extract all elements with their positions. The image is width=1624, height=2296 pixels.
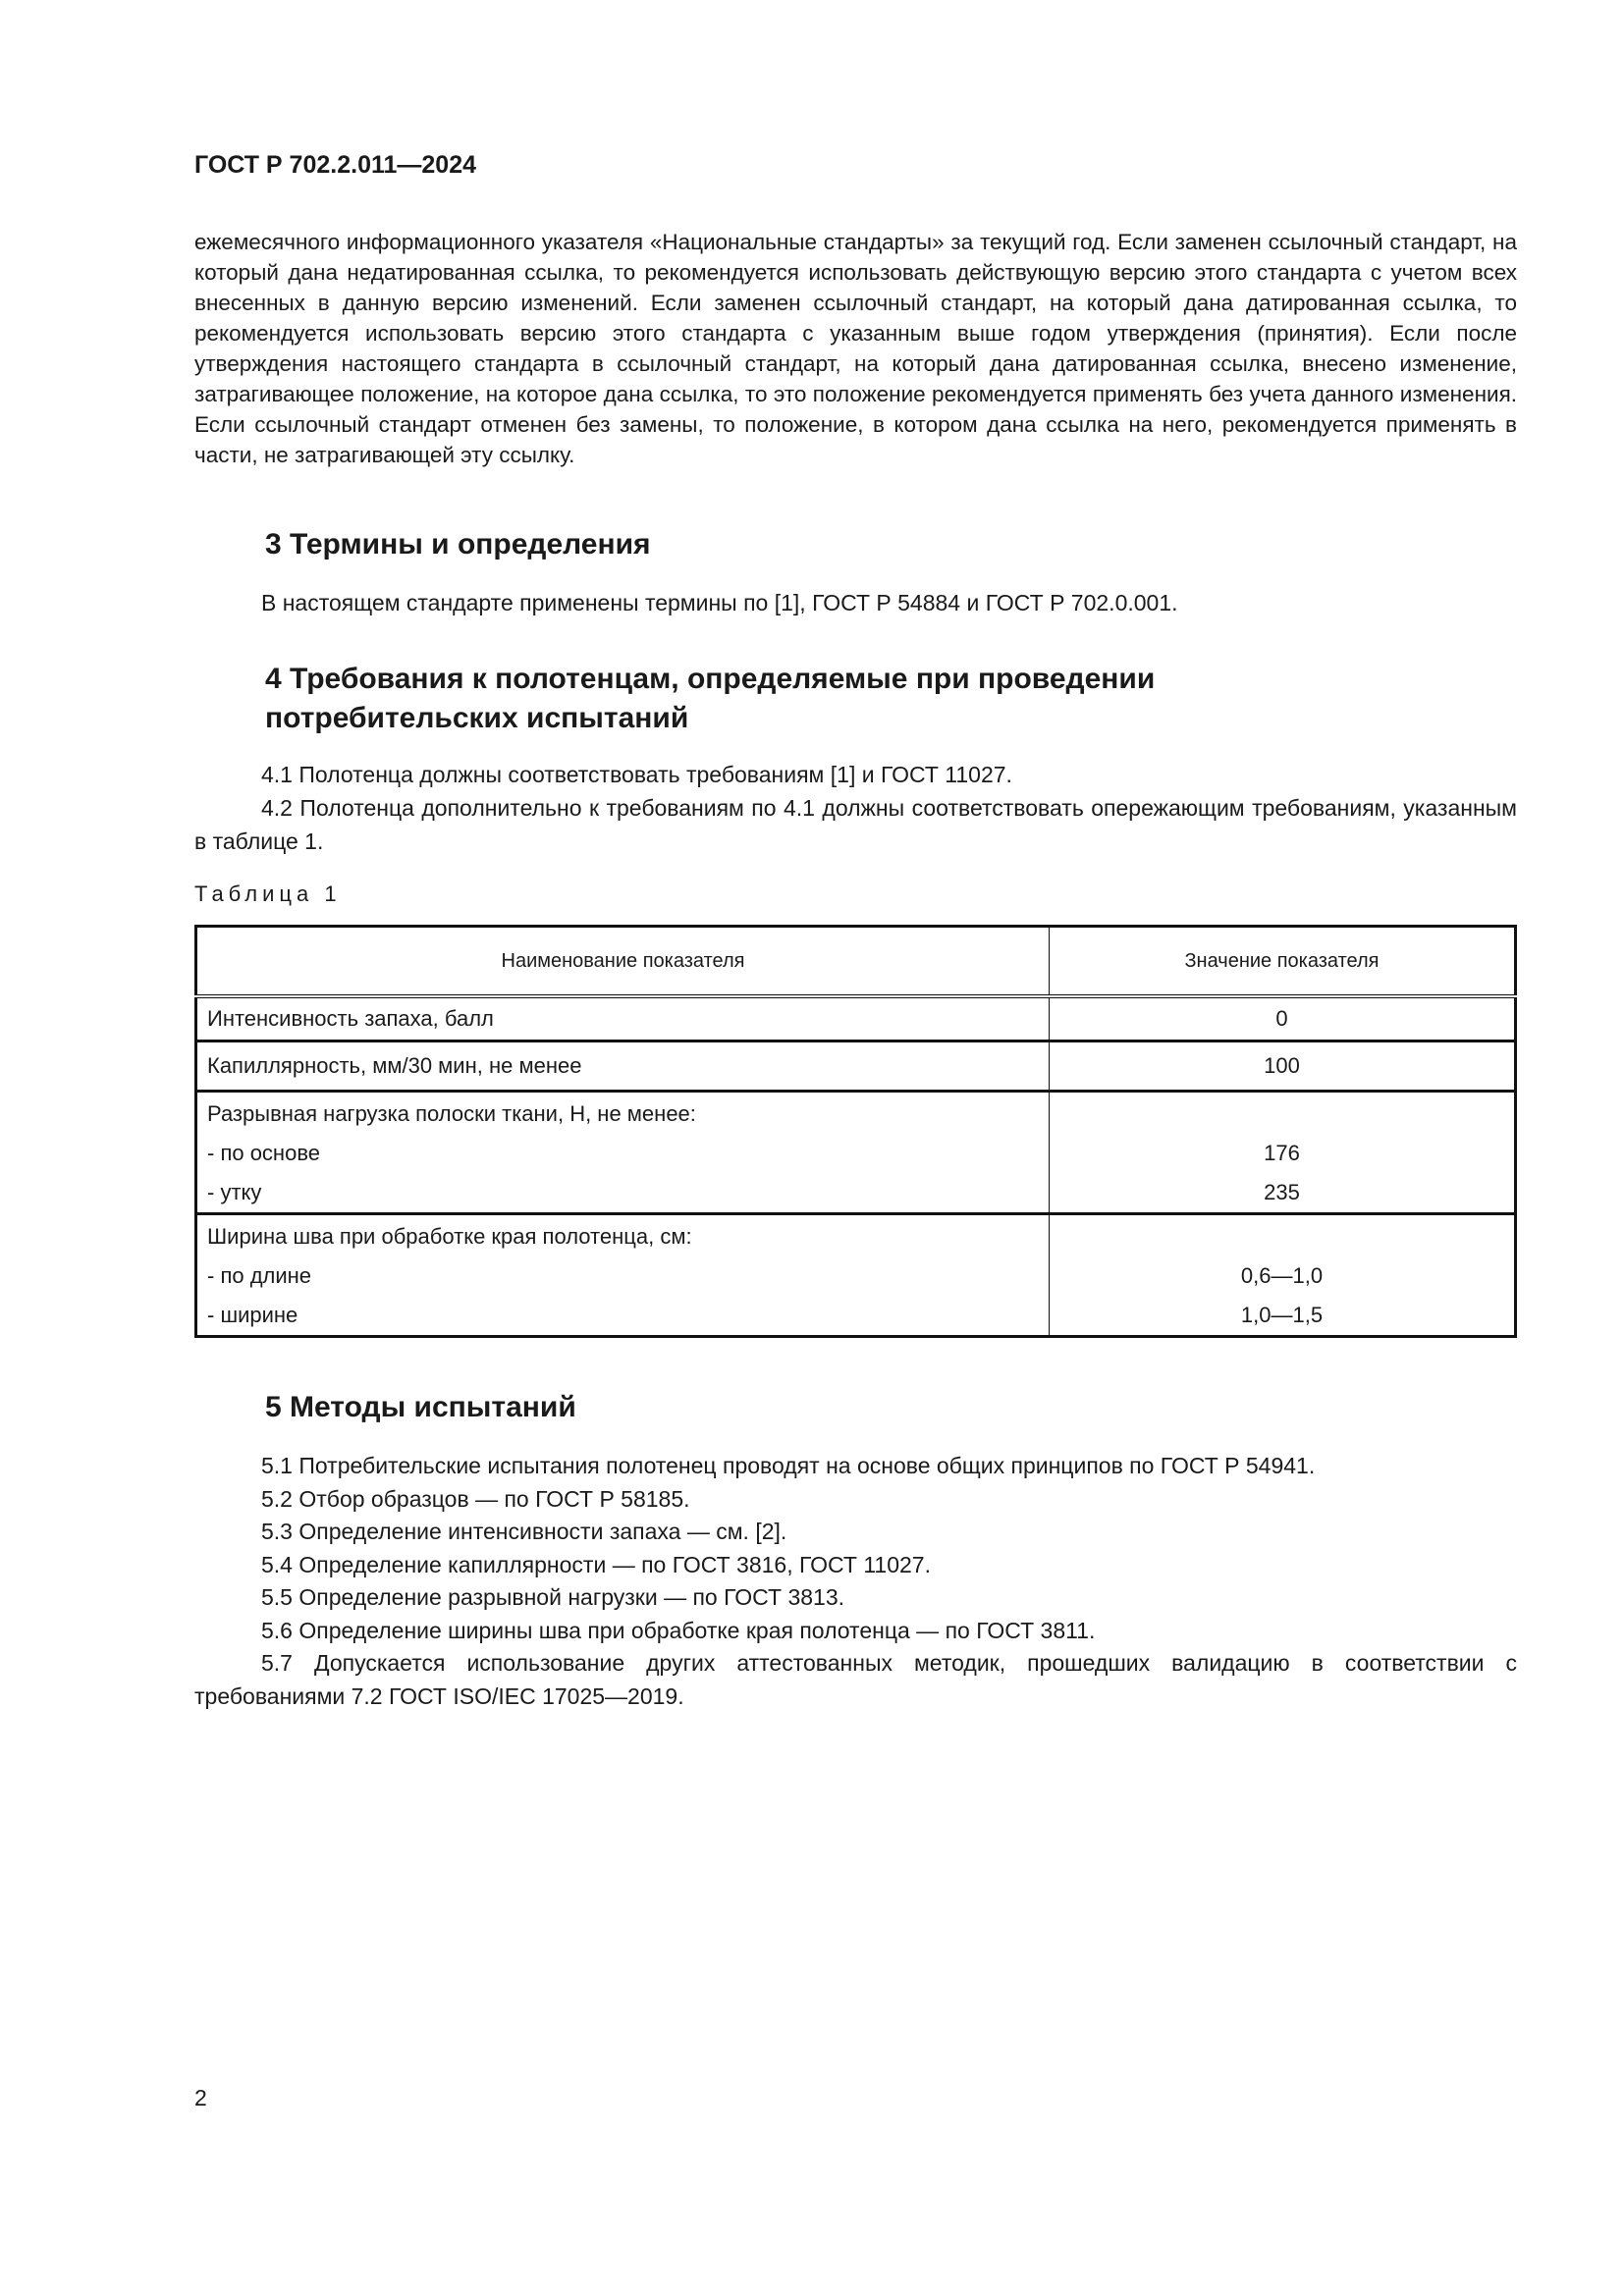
requirements-table [194, 925, 1517, 1338]
list-item: 5.2 Отбор образцов — по ГОСТ Р 58185. [261, 1485, 690, 1512]
sub-row-name: - по основе [207, 1140, 320, 1165]
document-header: ГОСТ Р 702.2.011—2024 [194, 151, 477, 179]
table-row [196, 996, 1516, 1041]
section-4-title-line1: 4 Требования к полотенцам, определяемые при проведении [265, 663, 1156, 695]
table-caption: Таблица 1 [194, 881, 342, 906]
row-name: Разрывная нагрузка полоски ткани, Н, не менее: [207, 1100, 696, 1126]
column-header-name: Наименование показателя [196, 927, 1050, 997]
paragraph-4-1: 4.1 Полотенца должны соответствовать требованиям [1] и ГОСТ 11027. [261, 762, 1012, 787]
sub-row-name: - ширине [207, 1302, 298, 1327]
list-item: 5.6 Определение ширины шва при обработке края полотенца — по ГОСТ 3811. [261, 1617, 1096, 1643]
row-name: Капиллярность, мм/30 мин, не менее [196, 1041, 1050, 1091]
section-5-list [194, 1450, 1517, 1713]
list-item: 5.1 Потребительские испытания полотенец проводят на основе общих принципов по ГОСТ Р 54941. [261, 1453, 1316, 1478]
row-value: 0 [1050, 996, 1516, 1041]
sub-row-name: - утку [207, 1179, 262, 1204]
section-3-text: В настоящем стандарте применены термины по [1], ГОСТ Р 54884 и ГОСТ Р 702.0.001. [261, 590, 1178, 615]
page-number: 2 [194, 2085, 207, 2110]
paragraph-4-2: 4.2 Полотенца дополнительно к требованиям по 4.1 должны соответствовать опережающим требованиям, указанным в таблице 1. [194, 795, 1517, 854]
list-item: 5.5 Определение разрывной нагрузки — по ГОСТ 3813. [261, 1584, 845, 1610]
row-value: 100 [1050, 1041, 1516, 1091]
row-name: Ширина шва при обработке края полотенца, см: [207, 1223, 692, 1249]
list-item: 5.3 Определение интенсивности запаха — см. [2]. [261, 1519, 787, 1544]
section-5-title: 5 Методы испытаний [265, 1391, 576, 1423]
sub-row-value: 0,6—1,0 [1240, 1262, 1324, 1288]
table-row [196, 1041, 1516, 1091]
sub-row-value: 176 [1264, 1140, 1300, 1165]
section-4-title-line2: потребительских испытаний [265, 702, 689, 734]
sub-row-value: 1,0—1,5 [1240, 1302, 1324, 1327]
section-3-title: 3 Термины и определения [265, 528, 651, 561]
sub-row-name: - по длине [207, 1262, 312, 1288]
table-row [196, 1091, 1516, 1213]
list-item: 5.4 Определение капиллярности — по ГОСТ 3816, ГОСТ 11027. [261, 1551, 931, 1577]
column-header-value: Значение показателя [1050, 927, 1516, 997]
table-row [196, 1213, 1516, 1336]
table-header-row [196, 927, 1516, 997]
sub-row-value: 235 [1264, 1179, 1300, 1204]
intro-paragraph: ежемесячного информационного указателя «Национальные стандарты» за текущий год. Если заменен ссылочный стандарт, на который дана недатированная ссылка, то рекомендуется использовать действующую версию этого стандарта с учетом всех внесенных в данную версию изменений. Если заменен ссылочный стандарт, на который дана датированная ссылка, то рекомендуется использовать версию этого стандарта с указанным выше годом утверждения (принятия). Если после утверждения настоящего стандарта в ссылочный стандарт, на который дана датированная ссылка, внесено изменение, затрагивающее положение, на которое дана ссылка, то это положение рекомендуется применять без учета данного изменения. Если ссылочный стандарт отменен без замены, то положение, в котором дана ссылка на него, рекомендуется применять в части, не затрагивающей эту ссылку. [194, 230, 1517, 467]
list-item: 5.7 Допускается использование других аттестованных методик, прошедших валидацию в соответствии с требованиями 7.2 ГОСТ ISO/IEC 17025—2019. [194, 1650, 1517, 1709]
row-name: Интенсивность запаха, балл [196, 996, 1050, 1041]
